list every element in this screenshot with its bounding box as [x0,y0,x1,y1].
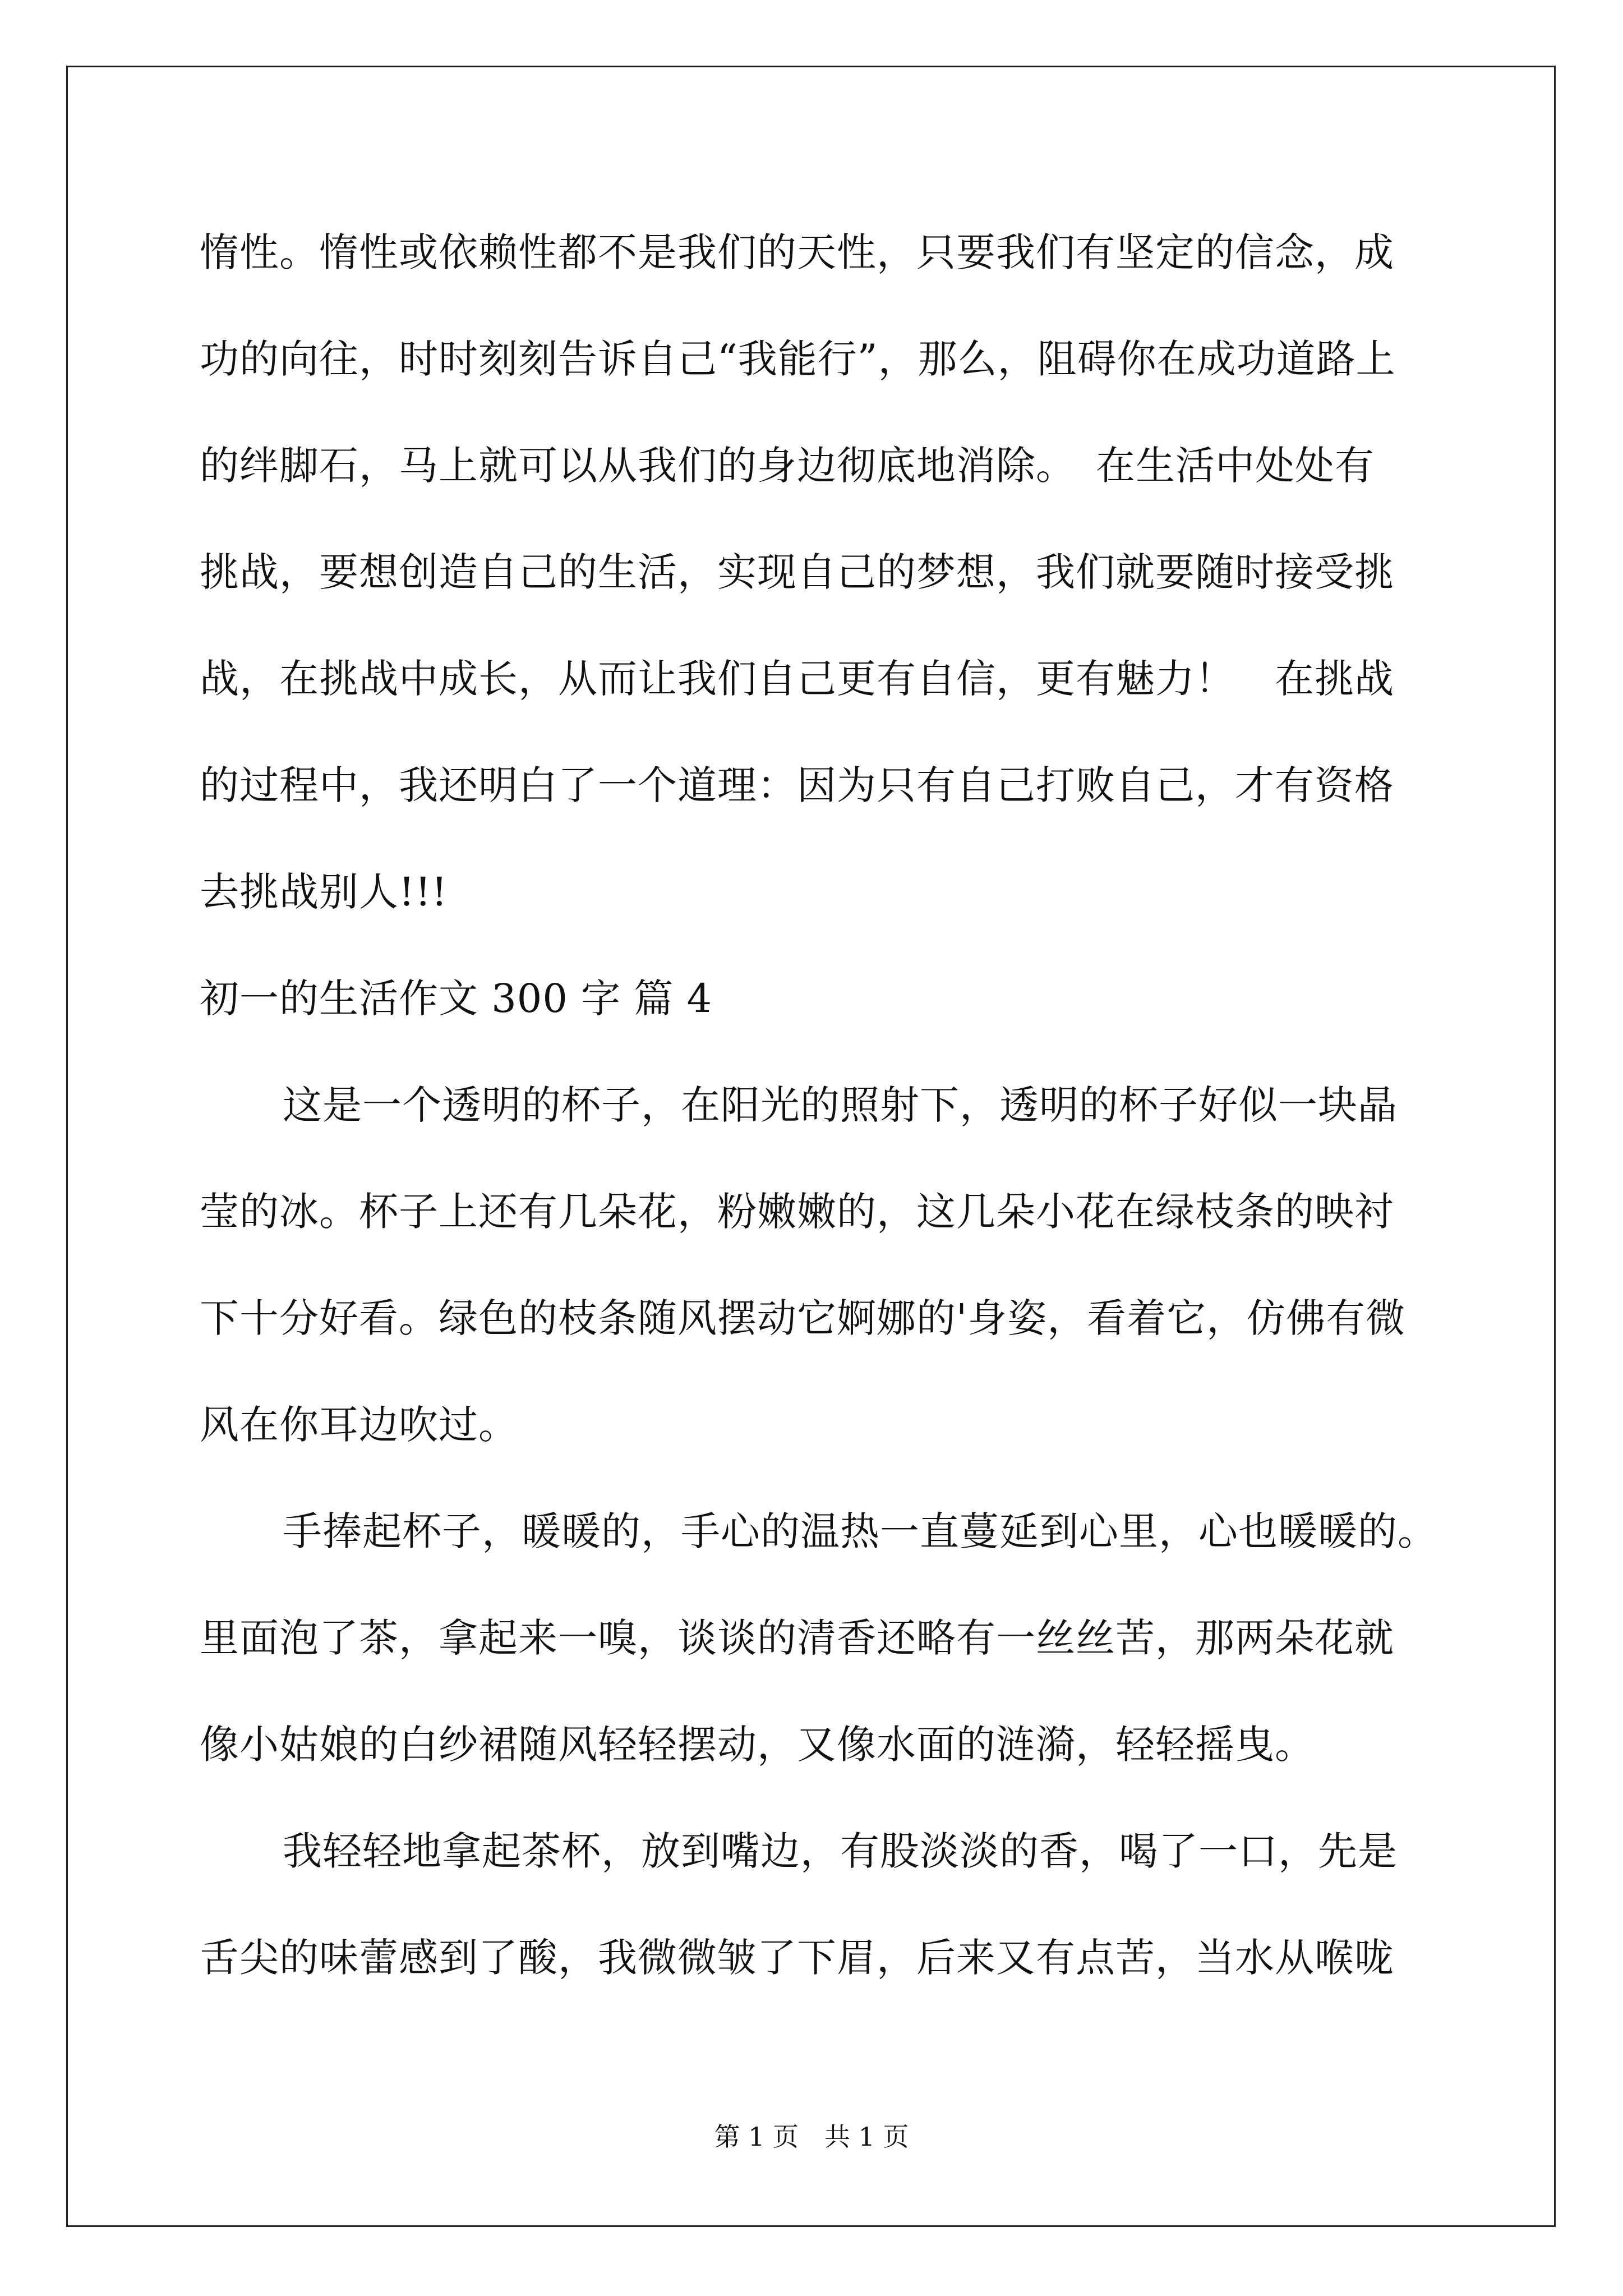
paragraph-2 [200,1478,1461,1798]
paragraph-3 [200,1798,1461,2011]
text-line: 我轻轻地拿起茶杯，放到嘴边，有股淡淡的香，喝了一口，先是 [283,1828,1398,1874]
text-line: 的绊脚石，马上就可以从我们的身边彻底地消除。 在生活中处处有 [200,443,1375,489]
text-line: 像小姑娘的白纱裙随风轻轻摆动，又像水面的涟漪，轻轻摇曳。 [200,1722,1315,1768]
text-line: 战，在挑战中成长，从而让我们自己更有自信，更有魅力！ 在挑战 [200,656,1394,702]
text-line: 这是一个透明的杯子，在阳光的照射下，透明的杯子好似一块晶 [283,1082,1398,1128]
text-line: 风在你耳边吹过。 [200,1402,518,1448]
text-line: 的过程中，我还明白了一个道理：因为只有自己打败自己，才有资格 [200,762,1394,808]
text-line: 里面泡了茶，拿起来一嗅，谈谈的清香还略有一丝丝苦，那两朵花就 [200,1615,1394,1661]
text-line: 舌尖的味蕾感到了酸，我微微皱了下眉，后来又有点苦，当水从喉咙 [200,1935,1394,1981]
document-body [200,199,1461,2011]
text-line: 手捧起杯子，暖暖的，手心的温热一直蔓延到心里，心也暖暖的。 [283,1508,1437,1554]
section-heading: 初一的生活作文 300 字 篇 4 [200,976,713,1022]
page-footer: 第 1 页 共 1 页 [714,2122,909,2152]
text-line: 下十分好看。绿色的枝条随风摆动它婀娜的'身姿，看着它，仿佛有微 [200,1295,1406,1341]
paragraph-1 [200,1052,1461,1478]
text-line: 莹的冰。杯子上还有几朵花，粉嫩嫩的，这几朵小花在绿枝条的映衬 [200,1189,1394,1235]
text-line: 去挑战别人!!! [200,869,448,915]
text-line: 功的向往，时时刻刻告诉自己“我能行”，那么，阻碍你在成功道路上 [200,336,1396,382]
text-line: 挑战，要想创造自己的生活，实现自己的梦想，我们就要随时接受挑 [200,549,1394,595]
text-line: 惰性。惰性或依赖性都不是我们的天性，只要我们有坚定的信念，成 [200,229,1394,275]
